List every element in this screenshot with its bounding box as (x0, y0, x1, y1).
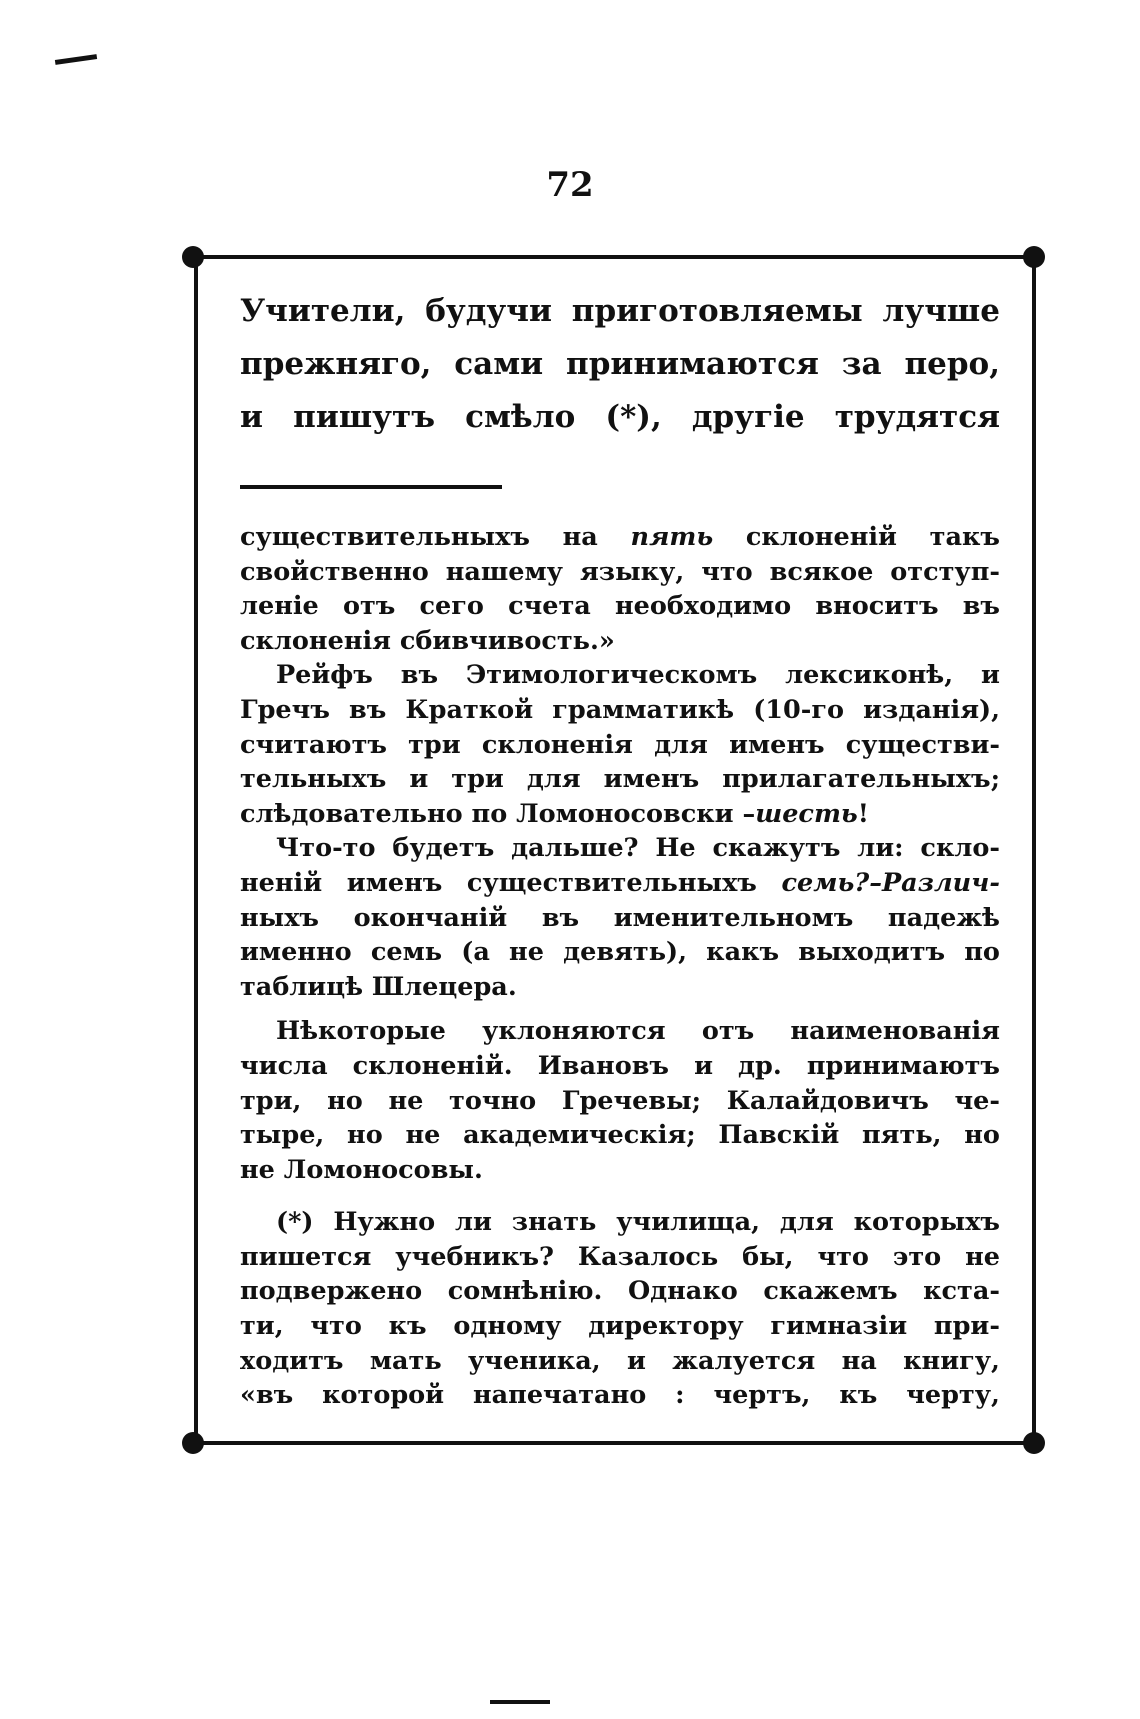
page-number: 72 (546, 165, 594, 205)
text-word: мать (369, 1345, 442, 1376)
text-word: Краткой (405, 694, 534, 725)
main-text (240, 285, 1000, 444)
text-word: всякое (769, 556, 874, 587)
text-word: и (981, 660, 1000, 691)
text-word: принимаются (566, 346, 819, 382)
text-word: Гречъ (240, 694, 330, 725)
text-word: (а (461, 937, 490, 968)
text-word: ли: (857, 833, 904, 864)
text-word: но (964, 1120, 1000, 1151)
text-word: бы, (742, 1241, 794, 1272)
text-word: трудятся (834, 399, 1000, 435)
text-word: которыхъ (853, 1207, 1000, 1238)
main-text-line (240, 285, 1000, 338)
text-word: именъ (603, 764, 700, 795)
text-word: лексиконѣ, (785, 660, 954, 691)
text-word: Казалось (577, 1241, 719, 1272)
text-line (240, 762, 1000, 797)
text-word: и (626, 1345, 646, 1376)
text-line (240, 624, 1000, 659)
text-word: именно (240, 937, 352, 968)
text-word: три (408, 729, 461, 760)
corner-ornament (1023, 246, 1045, 268)
text-word: не (509, 937, 544, 968)
text-word: (*), (605, 399, 662, 435)
text-word: склоненія сбивчивость.» (240, 625, 615, 656)
text-word: прилагательныхъ; (722, 764, 1000, 795)
text-word: перо, (904, 346, 1000, 382)
text-word: въ (541, 902, 580, 933)
corner-ornament (1023, 1432, 1045, 1454)
text-word: книгу, (903, 1345, 1000, 1376)
text-word: три, (240, 1085, 302, 1116)
text-word: три (451, 764, 504, 795)
text-word: не (405, 1120, 441, 1151)
text-word: Гречевы; (561, 1085, 702, 1116)
text-word: именъ (729, 729, 825, 760)
text-word: не (388, 1085, 424, 1116)
text-word: че- (954, 1085, 1000, 1116)
text-word: Нужно (333, 1207, 436, 1238)
text-line (240, 797, 1000, 832)
text-word: вноситъ (815, 591, 939, 622)
text-word: и (240, 399, 263, 435)
text-word: числа (240, 1050, 328, 1081)
text-line (240, 555, 1000, 590)
text-word: одному (453, 1311, 562, 1342)
note-paragraph (240, 1014, 1000, 1187)
text-word: скажемъ (763, 1276, 898, 1307)
footnote-separator (240, 485, 502, 489)
text-word: что (310, 1311, 362, 1342)
text-word: необходимо (614, 591, 792, 622)
text-word: скло- (920, 833, 1000, 864)
text-line (240, 1153, 1000, 1188)
text-word: Этимологическомъ (466, 660, 758, 691)
text-word: сего (419, 591, 484, 622)
text-word: но (327, 1085, 363, 1116)
text-word: сами (454, 346, 544, 382)
text-line (240, 520, 1000, 555)
text-word: свойственно (240, 556, 429, 587)
text-word: дальше? (511, 833, 639, 864)
text-word: академическія; (463, 1120, 696, 1151)
text-word: пять, (862, 1120, 942, 1151)
text-word: Учители, (240, 293, 406, 329)
text-word: Что-то (276, 833, 376, 864)
text-word: и (409, 764, 429, 795)
text-line (240, 728, 1000, 763)
text-word: слѣдовательно по Ломоносовски – (240, 798, 756, 829)
text-word: отступ- (890, 556, 1000, 587)
text-word: точно (449, 1085, 537, 1116)
text-word: изданія), (863, 694, 1000, 725)
text-word: существительныхъ (466, 867, 757, 898)
text-word: кста- (923, 1276, 1000, 1307)
text-word: приготовляемы (571, 293, 863, 329)
text-word: считаютъ (240, 729, 387, 760)
text-word: на (841, 1345, 877, 1376)
text-word: принимаютъ (806, 1050, 1000, 1081)
frame-left-rule (194, 255, 198, 1445)
text-line (240, 1049, 1000, 1084)
text-word: тельныхъ (240, 764, 387, 795)
text-word: ли (455, 1207, 492, 1238)
text-word: къ (839, 1380, 878, 1411)
text-line (240, 1344, 1000, 1379)
page-frame (200, 255, 1035, 1445)
text-word: ти, (240, 1311, 284, 1342)
text-line (240, 1240, 1000, 1275)
text-word: склоненій. (352, 1050, 513, 1081)
text-word: отъ (342, 591, 396, 622)
text-line (240, 1014, 1000, 1049)
text-word: : (675, 1380, 685, 1411)
text-word: девять), (563, 937, 687, 968)
text-word: падежѣ (887, 902, 1000, 933)
text-word: жалуется (672, 1345, 816, 1376)
text-word: въ (962, 591, 1000, 622)
text-word: пять (630, 522, 714, 552)
text-line (240, 693, 1000, 728)
text-word: это (892, 1241, 942, 1272)
note-paragraph (240, 658, 1000, 831)
text-word: другіе (691, 399, 805, 435)
text-word: именительномъ (613, 902, 854, 933)
text-word: гимназіи (770, 1311, 908, 1342)
text-word: для (779, 1207, 834, 1238)
text-word: не Ломоносовы. (240, 1154, 483, 1185)
text-word: не (965, 1241, 1000, 1272)
text-word: тыре, (240, 1120, 325, 1151)
text-word: будучи (425, 293, 552, 329)
text-word: Нѣкоторые (276, 1016, 446, 1047)
text-word: въ (349, 694, 387, 725)
ink-mark (55, 54, 97, 65)
text-word: др. (738, 1050, 782, 1081)
text-word: грамматикѣ (552, 694, 735, 725)
text-word: склоненій (745, 522, 897, 552)
text-word: (*) (276, 1207, 314, 1238)
text-word: которой (322, 1380, 445, 1411)
note-paragraph (240, 520, 1000, 658)
text-word: директору (588, 1311, 744, 1342)
text-word: черту, (906, 1380, 1000, 1411)
text-word: ныхъ (240, 902, 319, 933)
text-word: скажутъ (712, 833, 841, 864)
text-word: семь (370, 937, 443, 968)
text-word: что (701, 556, 753, 587)
frame-right-rule (1032, 255, 1036, 1445)
text-word: склоненія (481, 729, 633, 760)
text-word: Не (655, 833, 696, 864)
text-word: для (654, 729, 708, 760)
text-word: Калайдовичъ (726, 1085, 929, 1116)
text-word: за (841, 346, 882, 382)
text-word: неній (240, 867, 323, 898)
text-line (240, 1084, 1000, 1119)
text-word: ходитъ (240, 1345, 344, 1376)
text-word: знать (511, 1207, 597, 1238)
text-word: что (817, 1241, 869, 1272)
text-word: учебникъ? (395, 1241, 554, 1272)
text-word: ученика, (467, 1345, 601, 1376)
frame-bottom-rule (200, 1441, 1035, 1445)
text-word: какъ (706, 937, 780, 968)
text-word: окончаній (353, 902, 508, 933)
text-word: существи- (845, 729, 1000, 760)
text-word: счета (508, 591, 591, 622)
text-word: къ (388, 1311, 427, 1342)
text-line (240, 1274, 1000, 1309)
footnotes (240, 520, 1000, 1413)
text-line (240, 658, 1000, 693)
text-word: смѣло (465, 399, 576, 435)
text-line (240, 831, 1000, 866)
text-word: «въ (240, 1380, 294, 1411)
text-line (240, 970, 1000, 1005)
text-word: Однако (627, 1276, 738, 1307)
text-line (240, 866, 1000, 901)
corner-ornament (182, 1432, 204, 1454)
text-word: будетъ (392, 833, 495, 864)
text-word: пишутъ (293, 399, 435, 435)
text-word: напечатано (472, 1380, 647, 1411)
text-word: Рейфъ (276, 660, 373, 691)
text-word: шесть (755, 798, 858, 829)
text-word: таблицѣ Шлецера. (240, 971, 517, 1002)
text-line (240, 935, 1000, 970)
corner-ornament (182, 246, 204, 268)
text-line (240, 901, 1000, 936)
text-line (240, 1309, 1000, 1344)
text-word: сомнѣнію. (447, 1276, 603, 1307)
text-word: Ивановъ (537, 1050, 669, 1081)
main-text-line (240, 391, 1000, 444)
text-word: лучше (882, 293, 1000, 329)
text-word: училища, (616, 1207, 761, 1238)
text-word: для (526, 764, 581, 795)
text-word: именъ (346, 867, 443, 898)
text-word: подвержено (240, 1276, 423, 1307)
text-word: такъ (929, 522, 1000, 552)
text-word: чертъ, (713, 1380, 811, 1411)
text-word: но (347, 1120, 383, 1151)
text-line (240, 1205, 1000, 1240)
text-line (240, 589, 1000, 624)
text-word: выходитъ (798, 937, 946, 968)
text-word: и (694, 1050, 713, 1081)
text-word: леніе (240, 591, 319, 622)
note-paragraph (240, 831, 1000, 1004)
footnote-paragraph (240, 1205, 1000, 1413)
text-word: по (964, 937, 1000, 968)
text-line (240, 1378, 1000, 1413)
text-word: на (562, 522, 598, 552)
text-word: Павскій (718, 1120, 840, 1151)
text-word: нашему (445, 556, 564, 587)
text-word: при- (933, 1311, 1000, 1342)
ink-mark (490, 1700, 550, 1704)
text-word: языку, (579, 556, 685, 587)
frame-top-rule (200, 255, 1035, 259)
text-word: существительныхъ (240, 522, 530, 552)
main-text-line (240, 338, 1000, 391)
text-line (240, 1118, 1000, 1153)
text-word: наименованія (790, 1016, 1000, 1047)
text-word: уклоняются (482, 1016, 666, 1047)
text-word: семь?–Различ- (781, 867, 1000, 898)
text-word: въ (400, 660, 439, 691)
text-word: (10-го (753, 694, 845, 725)
text-word: отъ (701, 1016, 755, 1047)
text-word: пишется (240, 1241, 372, 1272)
text-word: ! (857, 798, 869, 829)
text-word: прежняго, (240, 346, 432, 382)
